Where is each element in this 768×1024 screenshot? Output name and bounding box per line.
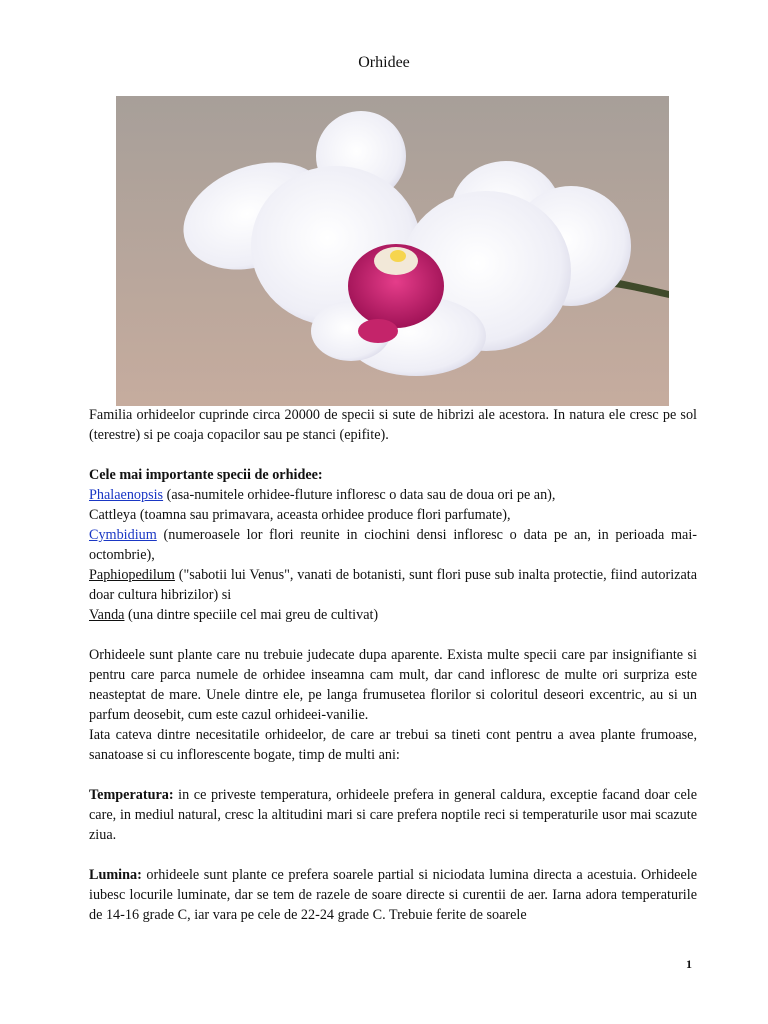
intro-paragraph: Familia orhideelor cuprinde circa 20000 de specii si sute de hibrizi ale acestora. In natura ele cresc pe sol (terestre) si pe coaja copacilor sau pe stanci (epifite).	[89, 407, 697, 443]
light-text: orhideele sunt plante ce prefera soarele partial si niciodata lumina directa a acestuia. Orhideele iubesc locurile luminate, dar se tem de razele de soare directe si curentii de aer. Iarna adora temperaturile de 14-16 grade C, iar vara pe cele de 22-24 grade C. Trebuie ferite de soarele	[89, 867, 697, 923]
species-heading: Cele mai importante specii de orhidee:	[89, 467, 323, 483]
species-name-vanda: Vanda	[89, 607, 125, 623]
species-item	[89, 565, 697, 605]
temperature-paragraph	[89, 785, 697, 845]
appearance-paragraph: Orhideele sunt plante care nu trebuie judecate dupa aparente. Exista multe specii care par insignifiante si pentru care parca numele de orhidee inseamna cam mult, dar cand infloresc de multe ori surpriza este neasteptat de mare. Unele dintre ele, pe langa frumusetea florilor si coloritul deseori excentric, au si un parfum deosebit, cum este cazul orhideei-vanilie.	[89, 647, 697, 723]
species-desc: (una dintre speciile cel mai greu de cultivat)	[124, 607, 379, 623]
species-item	[89, 485, 697, 505]
species-desc: (asa-numitele orhidee-fluture infloresc o data sau de doua ori pe an),	[163, 487, 556, 503]
species-link-phalaenopsis[interactable]: Phalaenopsis	[89, 487, 164, 503]
species-name-cattleya: Cattleya	[89, 507, 137, 523]
needs-paragraph: Iata cateva dintre necesitatile orhideelor, de care ar trebui sa tineti cont pentru a avea plante frumoase, sanatoase si cu inflorescente bogate, timp de multi ani:	[89, 727, 697, 763]
page-number: 1	[686, 957, 692, 971]
species-desc: (numeroasele lor flori reunite in ciochini densi infloresc o data pe an, in perioada mai-octombrie),	[89, 527, 697, 563]
species-link-cymbidium[interactable]: Cymbidium	[89, 527, 157, 543]
species-desc: ("sabotii lui Venus", vanati de botanisti, sunt flori puse sub inalta protectie, fiind autorizata doar cultura hibrizilor) si	[89, 567, 697, 603]
temperature-text: in ce priveste temperatura, orhideele prefera in general caldura, exceptie facand doar cele care, in mediul natural, cresc la altitudini mari si care prefera noptile reci si temperaturile usor mai scazute ziua.	[89, 787, 697, 843]
species-item	[89, 525, 697, 565]
species-item	[89, 605, 697, 625]
document-title: Orhidee	[358, 54, 410, 71]
species-item	[89, 505, 697, 525]
temperature-label: Temperatura:	[89, 787, 174, 803]
document-body	[89, 405, 697, 925]
species-name-paphiopedilum: Paphiopedilum	[89, 567, 175, 583]
light-label: Lumina:	[89, 867, 142, 883]
species-desc: (toamna sau primavara, aceasta orhidee produce flori parfumate),	[136, 507, 511, 523]
light-paragraph	[89, 865, 697, 925]
orchid-photo	[116, 96, 669, 406]
